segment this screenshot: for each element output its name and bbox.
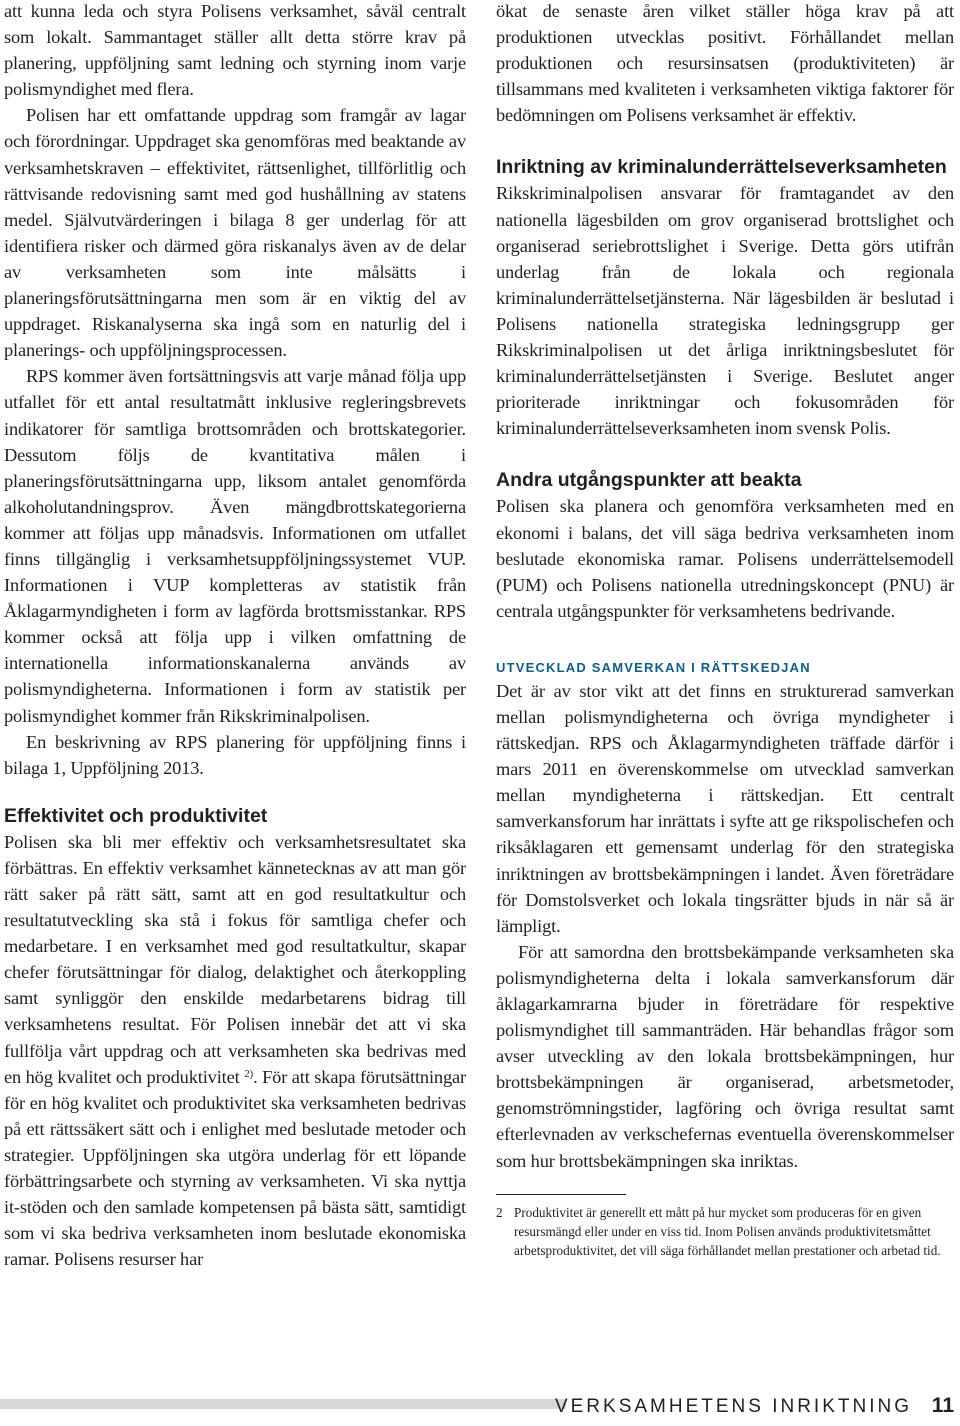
paragraph: RPS kommer även fortsättningsvis att varje månad följa upp utfallet för ett antal resultatmått inklusive regleringsbrevets indikatorer för samtliga brottsområden och brottskategorier. Dessutom följs de kvantitativa målen i planeringsförutsättningarna upp, liksom antalet genomförda alkoholutandningsprov. Även mängdbrottskategorierna kommer att följas upp månadsvis. Informationen om utfallet finns tillgänglig i verksamhetsuppföljningssystemet VUP. Informationen i VUP kompletteras av statistik från Åklagarmyndigheten i form av lagförda brottsmisstankar. RPS kommer också att följa upp i vilken omfattning de internationella informationskanalerna används av polismyndigheterna. Informationen i form av statistik per polismyndighet kommer från Rikskriminalpolisen. xyxy=(4,366,466,726)
footnote xyxy=(496,1203,954,1261)
footnote-text: Produktivitet är generellt ett mått på hur mycket som produceras för en given resursmängd eller under en viss tid. Inom Polisen används produktivitetsmåttet arbetsproduktivitet, det vill säga förhållandet mellan prestationer och arbetad tid. xyxy=(514,1204,941,1259)
paragraph: En beskrivning av RPS planering för uppföljning finns i bilaga 1, Uppföljning 2013. xyxy=(4,731,466,778)
paragraph-text: Polisen ska bli mer effektiv och verksamhetsresultatet ska förbättras. En effektiv verksamhet kännetecknas av att man gör rätt saker på rätt sätt, samt att en god resultatkultur och resultatutveckling ska stå i fokus för samtliga chefer och medarbetare. I en verksamhet med god resultatkultur, skapar chefer förutsättningar för dialog, delaktighet och återkoppling samt synliggör den enskilde medarbetarens bidrag till verksamhetens resultat. För Polisen innebär det att vi ska fullfölja vårt uppdrag och att verksamheten ska bedrivas med en hög kvalitet och produktivitet xyxy=(4,831,466,1087)
section-heading: Andra utgångspunkter att beakta xyxy=(496,469,802,492)
paragraph: Polisen ska planera och genomföra verksamheten med en ekonomi i balans, det vill säga bedriva verksamheten inom beslutade ekonomiska ramar. Polisens underrättelsemodell (PUM) och Polisens nationella utredningskoncept (PNU) är centrala utgångspunkter för verksamhetens bedrivande. xyxy=(496,496,954,621)
footnote-divider xyxy=(496,1194,626,1195)
left-column xyxy=(4,0,466,1272)
paragraph: Det är av stor vikt att det finns en strukturerad samverkan mellan polismyndigheterna och övriga myndigheter i rättskedjan. RPS och Åklagarmyndigheten träffade därför i mars 2011 en överenskommelse om utvecklad samverkan mellan myndigheterna i rättskedjan. Ett centralt samverkansforum har inrättats i syfte att ge rikspolischefen och riksåklagaren ett gemensamt underlag för den strategiska inriktningen av brottsbekämpningen i landet. Även företrädare för Domstolsverket och lokala tingsrätter bjuds in när så är lämpligt. xyxy=(496,680,954,936)
paragraph: För att samordna den brottsbekämpande verksamheten ska polismyndigheterna delta i lokala samverkansforum där åklagarkamrarna bjuder in företrädare för respektive polismyndighet till sammanträden. Här behandlas frågor som avser utveckling av den lokala brottsbekämpningen, hur brottsbekämpningen är organiserad, arbetsmetoder, genomströmningstider, lagföring och övriga resultat samt efterlevnaden av verkschefernas eventuella överenskommelser som hur brottsbekämpningen ska inriktas. xyxy=(496,941,954,1171)
paragraph-text: . För att skapa förutsättningar för en hög kvalitet och produktivitet ska verksamheten bedrivas på ett rättssäkert sätt och i enlighet med beslutade metoder och strategier. Uppföljningen ska utgöra underlag för ett löpande förbättringsarbete och styrning av verksamheten. Vi ska nyttja it-stöden och den samlade kompetensen på bästa sätt, samtidigt som vi ska bedriva verksamheten inom beslutade ekonomiska ramar. Polisens resurser har xyxy=(4,1066,466,1270)
footnote-number: 2 xyxy=(496,1204,503,1220)
paragraph: Polisen har ett omfattande uppdrag som framgår av lagar och förordningar. Uppdraget ska genomföras med beaktande av verksamhetskraven – effektivitet, rättsenlighet, tillförlitlig och rättvisande redovisning samt med god hushållning av statens medel. Självutvärderingen i bilaga 8 ger underlag för att identifiera risker och därmed göra riskanalys även av de delar av verksamheten som inte målsätts i planeringsförutsättningarna men som är en viktig del av uppdraget. Riskanalyserna ska ingå som en naturlig del i planerings- och uppföljningsprocessen. xyxy=(4,105,466,361)
section-heading: Inriktning av kriminalunderrättelseverksamheten xyxy=(496,156,947,179)
footer-bar xyxy=(0,1399,566,1409)
paragraph xyxy=(4,829,466,1273)
running-footer: VERKSAMHETENS INRIKTNING xyxy=(554,1396,912,1417)
paragraph: ökat de senaste åren vilket ställer höga krav på att produktionen utvecklas positivt. Förhållandet mellan produktionen och resursinsatsen (produktiviteten) är tillsammans med kvaliteten i verksamheten viktiga faktorer för bedömningen om Polisens verksamhet är effektiv. xyxy=(496,1,954,126)
subsection-heading: UTVECKLAD SAMVERKAN I RÄTTSKEDJAN xyxy=(496,659,811,675)
right-column xyxy=(496,0,954,1261)
page-number: 11 xyxy=(931,1394,954,1417)
section-heading: Effektivitet och produktivitet xyxy=(4,804,268,827)
paragraph: att kunna leda och styra Polisens verksamhet, såväl centralt som lokalt. Sammantaget ställer allt detta större krav på planering, uppföljning samt ledning och styrning inom varje polismyndighet med flera. xyxy=(4,1,466,100)
paragraph: Rikskriminalpolisen ansvarar för framtagandet av den nationella lägesbilden om grov organiserad brottslighet och organiserad seriebrottslighet i Sverige. Detta görs utifrån underlag från de lokala och regionala kriminalunderrättelsetjänsterna. När lägesbilden är beslutad i Polisens nationella strategiska ledningsgrupp ger Rikskriminalpolisen ut det årliga inriktningsbeslutet för kriminalunderrättelsetjänsten i Sverige. Beslutet anger prioriterade inriktningar och fokusområden för kriminalunderrättelseverksamheten inom svensk Polis. xyxy=(496,183,954,439)
footnote-reference: 2) xyxy=(244,1067,254,1080)
